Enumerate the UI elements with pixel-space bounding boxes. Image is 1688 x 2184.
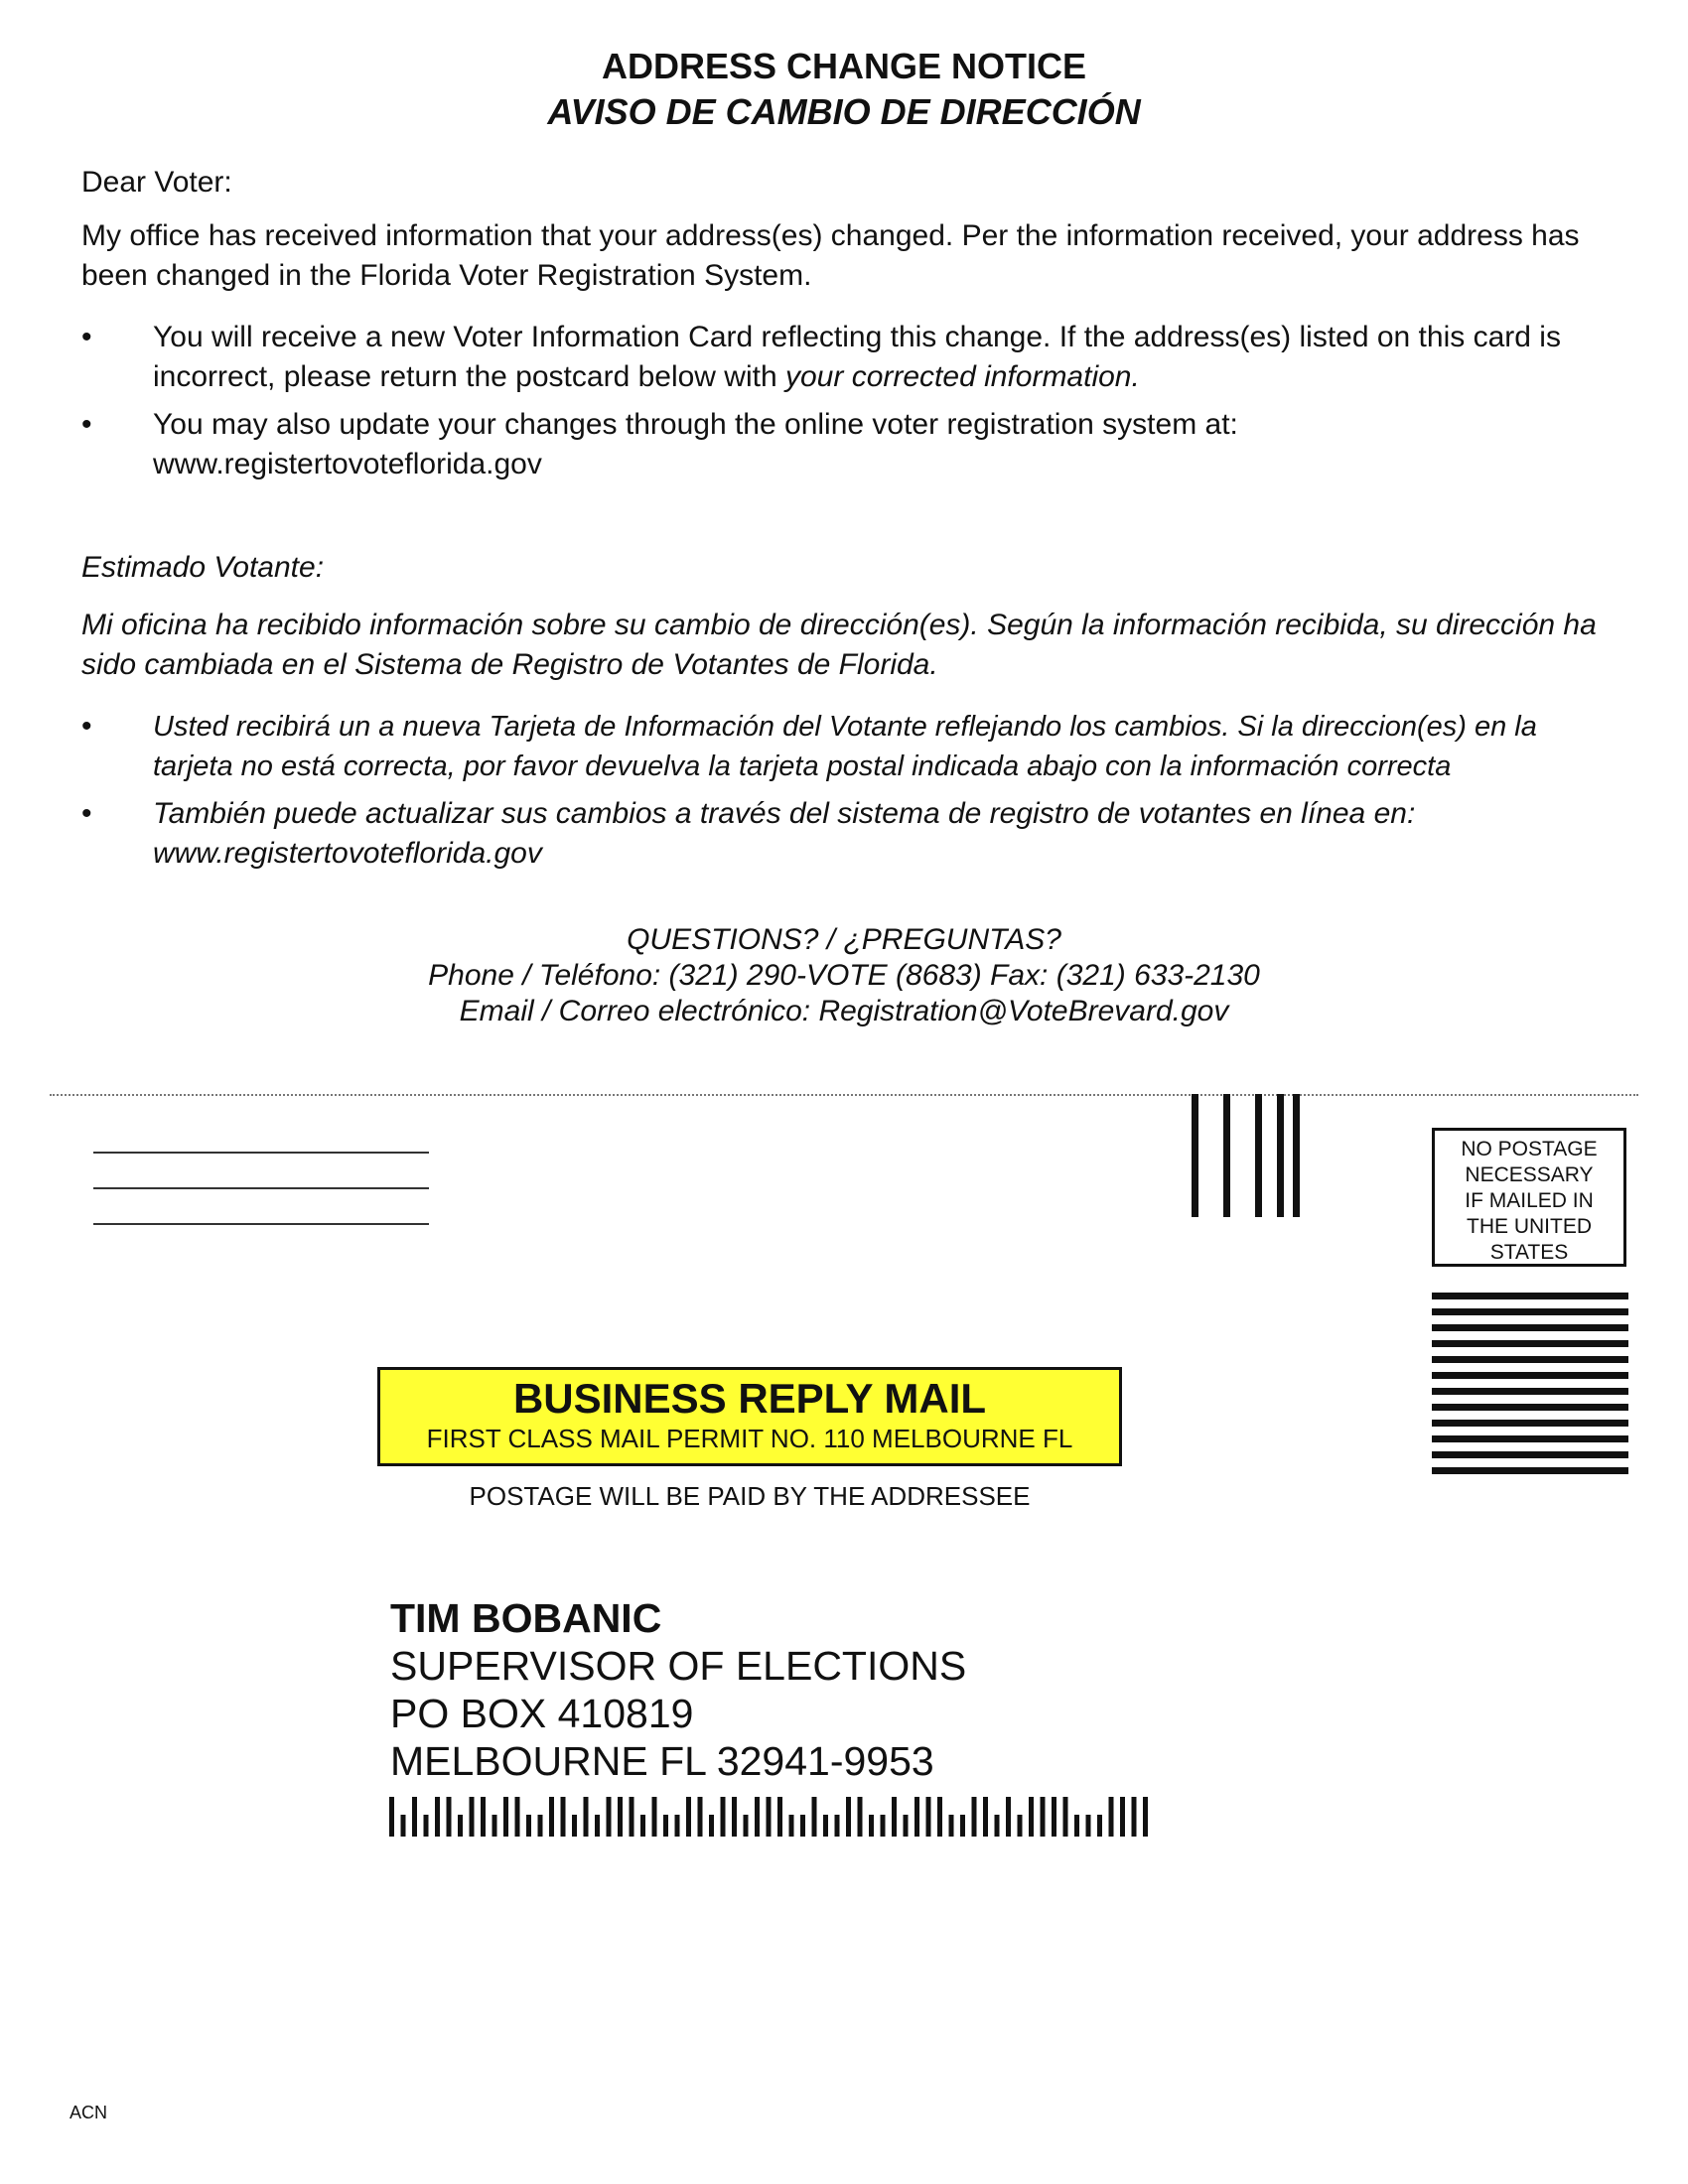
bullet-english-2: You may also update your changes through the online voter registration system at: www.registertovoteflorida.gov <box>153 408 1238 480</box>
addressee-name: TIM BOBANIC <box>390 1595 662 1641</box>
notice-title-english: ADDRESS CHANGE NOTICE <box>601 46 1087 86</box>
barcode-bar <box>584 1797 589 1837</box>
bullet-dot: • <box>81 710 92 743</box>
barcode-bar <box>412 1797 417 1837</box>
barcode-bar <box>709 1815 714 1837</box>
barcode-bar <box>538 1815 543 1837</box>
barcode-bar <box>1120 1797 1125 1837</box>
barcode-bar <box>1074 1815 1079 1837</box>
barcode-bar <box>640 1815 645 1837</box>
horizontal-bar <box>1432 1324 1628 1331</box>
bullet-spanish-1: Usted recibirá un a nueva Tarjeta de Información del Votante reflejando los cambios. Si la direccion(es) en la tarjeta no está correcta, por favor devuelva la tarjeta postal indicada abajo con la información correcta <box>153 711 1537 782</box>
fim-bar <box>1223 1094 1230 1217</box>
postage-notice-line: STATES <box>1489 1241 1569 1264</box>
barcode-bar <box>1063 1797 1068 1837</box>
barcode-bar <box>732 1797 737 1837</box>
barcode-bar <box>572 1815 577 1837</box>
brm-title: BUSINESS REPLY MAIL <box>512 1375 987 1422</box>
barcode-bar <box>914 1797 919 1837</box>
barcode-bar <box>595 1815 600 1837</box>
barcode-bar <box>777 1797 782 1837</box>
horizontal-bar <box>1432 1451 1628 1458</box>
barcode-bar <box>846 1797 851 1837</box>
greeting-spanish: Estimado Votante: <box>81 551 325 584</box>
barcode-bar <box>904 1815 909 1837</box>
barcode-bar <box>470 1797 475 1837</box>
fim-bar <box>1293 1094 1300 1217</box>
bullet-english-1-emphasis: your corrected information. <box>785 360 1140 393</box>
barcode-bar <box>789 1815 794 1837</box>
barcode-bar <box>892 1797 897 1837</box>
barcode-bar <box>800 1815 805 1837</box>
form-code: ACN <box>70 2103 108 2122</box>
barcode-bar <box>492 1815 497 1837</box>
barcode-bar <box>926 1797 931 1837</box>
barcode-bar <box>1018 1815 1023 1837</box>
barcode-bar <box>503 1797 508 1837</box>
postage-notice-line: NECESSARY <box>1465 1163 1594 1186</box>
bullet-spanish-2: También puede actualizar sus cambios a través del sistema de registro de votantes en línea en: www.registertovoteflorida.gov <box>153 797 1416 870</box>
barcode-bar <box>1143 1797 1148 1837</box>
horizontal-bar <box>1432 1420 1628 1427</box>
intro-spanish: Mi oficina ha recibido información sobre su cambio de dirección(es). Según la información recibida, su dirección ha sido cambiada en el Sistema de Registro de Votantes de Florida. <box>81 609 1597 681</box>
barcode-bar <box>389 1797 394 1837</box>
notice-title-spanish: AVISO DE CAMBIO DE DIRECCIÓN <box>547 91 1141 132</box>
postage-notice-line: NO POSTAGE <box>1461 1138 1598 1160</box>
barcode-bar <box>401 1815 406 1837</box>
no-postage-necessary-box <box>1432 1128 1626 1267</box>
barcode-bar <box>675 1815 680 1837</box>
barcode-bar <box>526 1815 531 1837</box>
barcode-bar <box>869 1815 874 1837</box>
barcode-bar <box>561 1797 566 1837</box>
barcode-bar <box>812 1797 817 1837</box>
barcode-bar <box>1029 1797 1034 1837</box>
addressee-city-line: MELBOURNE FL 32941-9953 <box>390 1738 934 1784</box>
barcode-bar <box>767 1797 772 1837</box>
greeting-english: Dear Voter: <box>81 166 232 199</box>
barcode-bar <box>949 1815 954 1837</box>
barcode-bar <box>937 1797 942 1837</box>
email-line: Email / Correo electrónico: Registration@VoteBrevard.gov <box>459 995 1229 1027</box>
barcode-bar <box>1052 1797 1056 1837</box>
bullet-english-1-text: You will receive a new Voter Information Card reflecting this change. If the address(es) listed on this card is incorrect, please return the postcard below with <box>153 321 1561 393</box>
horizontal-bar <box>1432 1467 1628 1474</box>
postage-notice-line: IF MAILED IN <box>1465 1189 1594 1212</box>
barcode-bar <box>549 1797 554 1837</box>
fim-bar <box>1192 1094 1198 1217</box>
barcode-bar <box>481 1797 486 1837</box>
barcode-bar <box>1109 1797 1114 1837</box>
barcode-bar <box>652 1797 657 1837</box>
return-address-line <box>93 1187 429 1189</box>
barcode-bar <box>721 1797 726 1837</box>
horizontal-bar <box>1432 1356 1628 1363</box>
horizontal-bar <box>1432 1293 1628 1299</box>
barcode-bar <box>858 1797 863 1837</box>
barcode-bar <box>1097 1815 1102 1837</box>
tear-off-line <box>50 1094 1638 1096</box>
brm-permit: FIRST CLASS MAIL PERMIT NO. 110 MELBOURNE FL <box>426 1424 1073 1453</box>
addressee-title: SUPERVISOR OF ELECTIONS <box>390 1643 967 1689</box>
barcode-bar <box>618 1797 623 1837</box>
barcode-bar <box>1086 1815 1091 1837</box>
addressee-po-box: PO BOX 410819 <box>390 1691 694 1736</box>
barcode-bar <box>686 1797 691 1837</box>
intro-english: My office has received information that your address(es) changed. Per the information received, your address has been changed in the Florida Voter Registration System. <box>81 219 1580 292</box>
horizontal-bar <box>1432 1308 1628 1315</box>
return-address-line <box>93 1223 429 1225</box>
horizontal-bar <box>1432 1435 1628 1442</box>
horizontal-bar <box>1432 1404 1628 1411</box>
bullet-dot: • <box>81 321 92 353</box>
barcode-bar <box>960 1815 965 1837</box>
barcode-bar <box>972 1797 977 1837</box>
barcode-bar <box>630 1797 634 1837</box>
barcode-bar <box>458 1815 463 1837</box>
barcode-bar <box>698 1797 703 1837</box>
horizontal-bar <box>1432 1388 1628 1395</box>
postage-notice-line: THE UNITED <box>1467 1215 1592 1238</box>
barcode-bar <box>823 1815 828 1837</box>
barcode-bar <box>881 1815 886 1837</box>
questions-heading: QUESTIONS? / ¿PREGUNTAS? <box>627 923 1061 956</box>
barcode-bar <box>755 1797 760 1837</box>
barcode-bar <box>1132 1797 1137 1837</box>
barcode-bar <box>1041 1797 1046 1837</box>
barcode-bar <box>435 1797 440 1837</box>
barcode-bar <box>1006 1797 1011 1837</box>
fim-bar <box>1255 1094 1262 1217</box>
barcode-bar <box>983 1797 988 1837</box>
barcode-bar <box>663 1815 668 1837</box>
return-address-line <box>93 1152 429 1154</box>
barcode-bar <box>447 1797 452 1837</box>
horizontal-bar <box>1432 1372 1628 1379</box>
bullet-english-1 <box>153 318 1622 397</box>
barcode-bar <box>835 1815 840 1837</box>
phone-fax-line: Phone / Teléfono: (321) 290-VOTE (8683) Fax: (321) 633-2130 <box>428 959 1260 992</box>
bullet-dot: • <box>81 797 92 830</box>
postage-paid-note: POSTAGE WILL BE PAID BY THE ADDRESSEE <box>469 1481 1031 1511</box>
barcode-bar <box>424 1815 429 1837</box>
barcode-bar <box>744 1815 749 1837</box>
barcode-bar <box>515 1797 520 1837</box>
bullet-dot: • <box>81 408 92 441</box>
fim-bar <box>1277 1094 1284 1217</box>
barcode-bar <box>607 1797 612 1837</box>
postal-barcode <box>389 1795 1174 1841</box>
horizontal-bar <box>1432 1340 1628 1347</box>
barcode-bar <box>995 1815 1000 1837</box>
business-reply-mail-banner <box>377 1367 1122 1466</box>
